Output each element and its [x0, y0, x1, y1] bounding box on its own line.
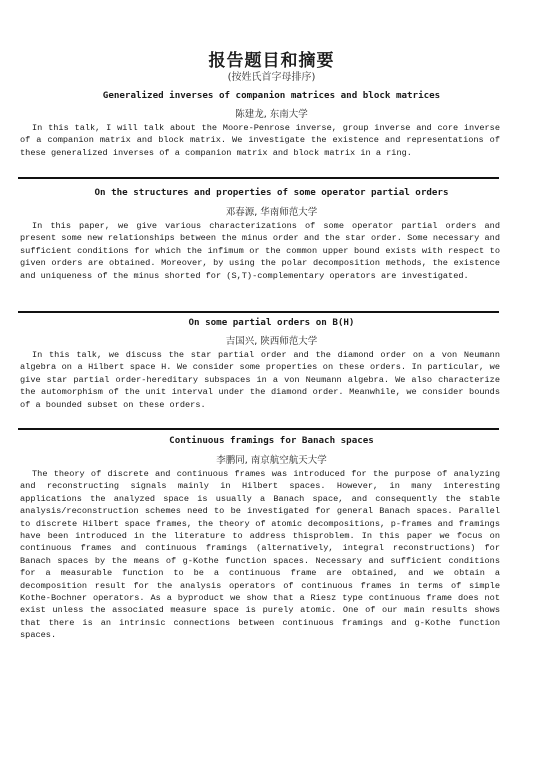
talk-title: Continuous framings for Banach spaces [169, 435, 374, 446]
talk-title: On some partial orders on B(H) [188, 317, 355, 328]
talk-abstract: In this paper, we give various characterizations of some operator partial orders and present some new relationships between the minus order and the star order. Some necessary and sufficient conditions for which the infimum or the common upper bound exists with respect to given orders are obtained. Moreover, by using the polar decomposition methods, the existence and uniqueness of the minus shorted for (S,T)-complementary operators are investigated. [20, 221, 500, 281]
page-subtitle: (按姓氏首字母排序) [227, 72, 316, 83]
talk-author: 邓春源, 华南师范大学 [225, 207, 318, 218]
page-title: 报告题目和摘要 [208, 51, 335, 71]
talk-title: Generalized inverses of companion matrices and block matrices [102, 90, 441, 101]
talk-author: 吉国兴, 陕西师范大学 [225, 336, 318, 347]
section-divider [18, 311, 499, 313]
talk-abstract: The theory of discrete and continuous frames was introduced for the purpose of analyzing and reconstructing signals mainly in Hilbert spaces. However, in many interesting applications the analyzed space is usually a Banach space, and consequently the stable analysis/reconstruction schemes need to be investigated for general Banach spaces. Parallel to discrete Hilbert space frames, the theory of atomic decompositions, p-frames and framings have been introduced in the literature to address thisproblem. In this paper we focus on continuous frames and continuous framings (alternatively, integral reconstructions) for Banach spaces by the means of g-Kothe function spaces. Necessary and sufficient conditions for a measurable function to be a continuous frame are obtained, and we obtain a decomposition result for the analysis operators of continuous frames in terms of simple Kothe-Bochner operators. As a byproduct we show that a Riesz type continuous frame does not exist unless the associated measure space is purely atomic. One of our main results shows that there is an intrinsic connections between continuous framings and g-Kothe function spaces. [20, 469, 500, 641]
talk-abstract: In this talk, we discuss the star partial order and the diamond order on a von Neumann algebra on a Hilbert space H. We consider some properties on these orders. In particular, we give star partial order-hereditary subspaces in a von Neumann algebra. We also characterize the automorphism of the unit interval under the diamond order. Meanwhile, we consider bounds of a bounded subset on these orders. [20, 350, 500, 410]
talk-title: On the structures and properties of some operator partial orders [94, 187, 449, 198]
talk-author: 李鹏同, 南京航空航天大学 [216, 455, 327, 466]
section-divider [18, 177, 499, 179]
talk-abstract: In this talk, I will talk about the Moore-Penrose inverse, group inverse and core inverse of a companion matrix and block matrix. We investigate the existence and representations of these generalized inverses of a companion matrix and block matrix in a ring. [20, 123, 500, 158]
talk-author: 陈建龙, 东南大学 [235, 109, 308, 120]
section-divider [18, 428, 499, 430]
